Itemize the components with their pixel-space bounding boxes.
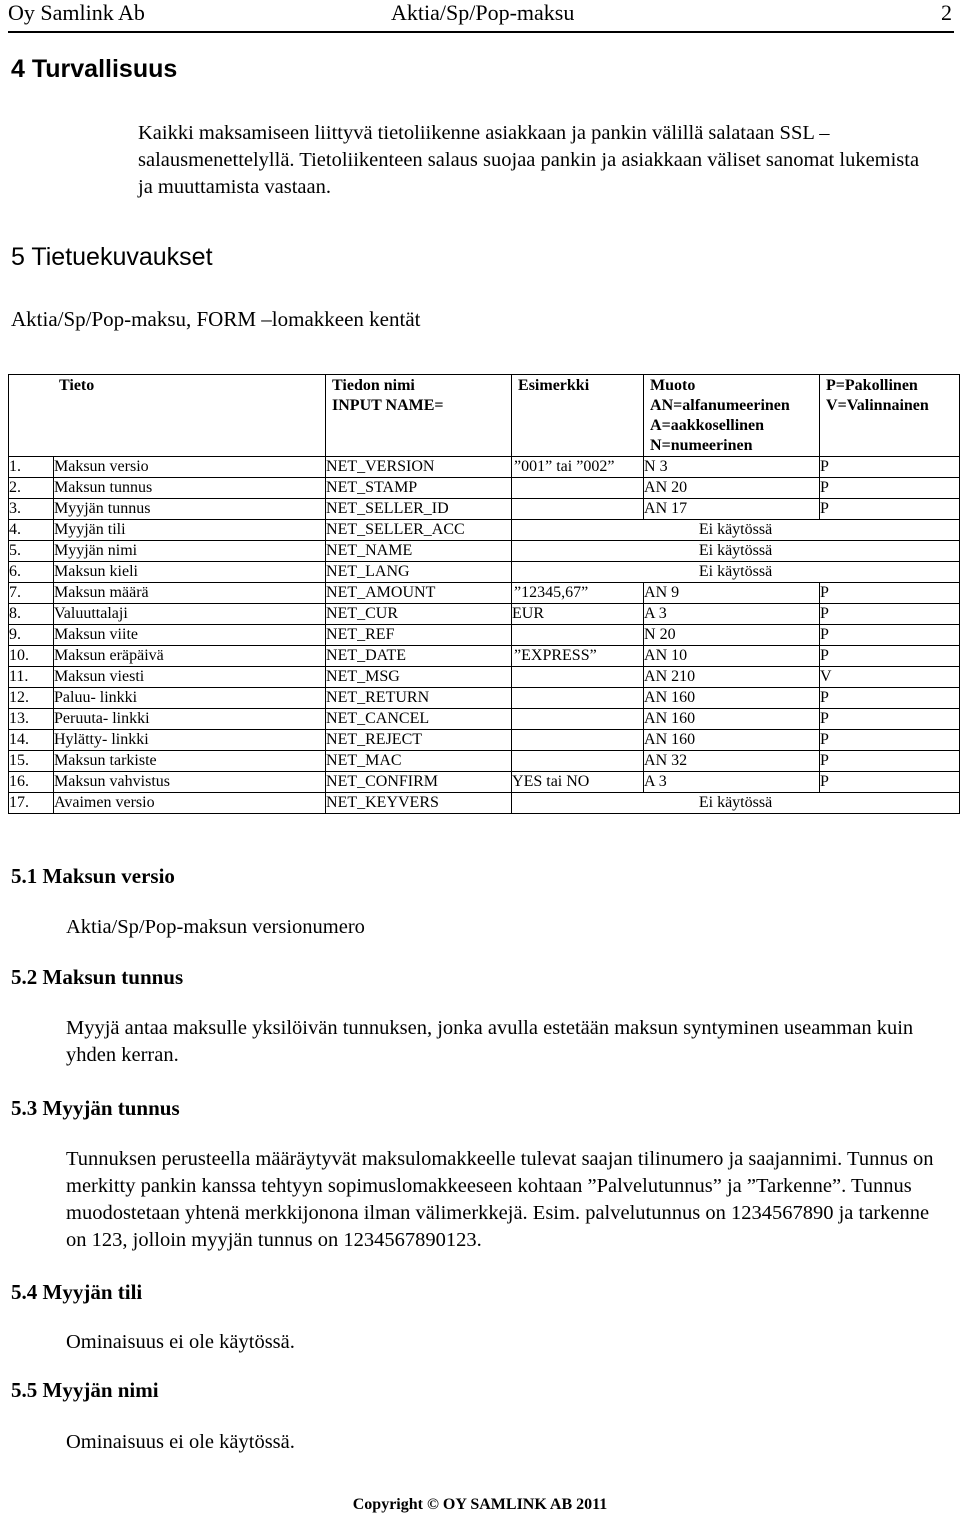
row-example xyxy=(512,478,644,499)
copyright-footer: Copyright © OY SAMLINK AB 2011 xyxy=(352,1496,608,1513)
row-field-label: Maksun eräpäivä xyxy=(54,646,326,667)
row-input-name: NET_KEYVERS xyxy=(326,793,512,814)
table-row xyxy=(9,478,960,499)
row-field-label: Peruuta- linkki xyxy=(54,709,326,730)
row-example xyxy=(512,667,644,688)
row-number: 5. xyxy=(9,541,54,562)
subsection-5-4-text: Ominaisuus ei ole käytössä. xyxy=(66,1331,295,1353)
row-number: 8. xyxy=(9,604,54,625)
row-required: P xyxy=(820,709,960,730)
subsection-5-5-heading: 5.5 Myyjän nimi xyxy=(11,1378,159,1402)
row-required: P xyxy=(820,730,960,751)
row-input-name: NET_MAC xyxy=(326,751,512,772)
row-field-label: Maksun vahvistus xyxy=(54,772,326,793)
row-required: P xyxy=(820,625,960,646)
row-input-name: NET_AMOUNT xyxy=(326,583,512,604)
row-example: EUR xyxy=(512,604,644,625)
row-example xyxy=(512,751,644,772)
row-input-name: NET_DATE xyxy=(326,646,512,667)
row-input-name: NET_CONFIRM xyxy=(326,772,512,793)
row-input-name: NET_SELLER_ACC xyxy=(326,520,512,541)
row-input-name: NET_CUR xyxy=(326,604,512,625)
table-row xyxy=(9,667,960,688)
header-document-title: Aktia/Sp/Pop-maksu xyxy=(391,0,575,25)
subsection-5-1-heading: 5.1 Maksun versio xyxy=(11,864,175,888)
row-number: 13. xyxy=(9,709,54,730)
row-input-name: NET_CANCEL xyxy=(326,709,512,730)
table-row xyxy=(9,688,960,709)
row-input-name: NET_SELLER_ID xyxy=(326,499,512,520)
row-number: 15. xyxy=(9,751,54,772)
row-number: 6. xyxy=(9,562,54,583)
table-row xyxy=(9,499,960,520)
table-caption: Aktia/Sp/Pop-maksu, FORM –lomakkeen kentät xyxy=(11,307,421,331)
row-format: AN 9 xyxy=(644,583,820,604)
row-input-name: NET_VERSION xyxy=(326,457,512,478)
row-field-label: Maksun tunnus xyxy=(54,478,326,499)
row-field-label: Maksun kieli xyxy=(54,562,326,583)
row-number: 11. xyxy=(9,667,54,688)
row-number: 2. xyxy=(9,478,54,499)
row-required: P xyxy=(820,499,960,520)
row-example xyxy=(512,730,644,751)
row-not-in-use: Ei käytössä xyxy=(512,541,960,562)
row-format: AN 32 xyxy=(644,751,820,772)
row-format: AN 10 xyxy=(644,646,820,667)
table-row xyxy=(9,457,960,478)
row-format: AN 160 xyxy=(644,709,820,730)
header-company: Oy Samlink Ab xyxy=(8,0,145,25)
row-format: AN 160 xyxy=(644,730,820,751)
row-required: P xyxy=(820,772,960,793)
row-example: ”001” tai ”002” xyxy=(512,457,644,478)
table-row xyxy=(9,709,960,730)
row-input-name: NET_REF xyxy=(326,625,512,646)
subsection-5-3-heading: 5.3 Myyjän tunnus xyxy=(11,1096,180,1120)
section-4-heading: 4 Turvallisuus xyxy=(11,55,178,83)
row-number: 12. xyxy=(9,688,54,709)
row-format: AN 17 xyxy=(644,499,820,520)
row-format: N 20 xyxy=(644,625,820,646)
row-required: V xyxy=(820,667,960,688)
row-format: AN 210 xyxy=(644,667,820,688)
row-field-label: Valuuttalaji xyxy=(54,604,326,625)
row-number: 10. xyxy=(9,646,54,667)
row-required: P xyxy=(820,751,960,772)
header-muoto: Muoto AN=alfanumeerinen A=aakkosellinen N=numeerinen xyxy=(644,375,820,457)
form-fields-table xyxy=(8,374,960,814)
row-required: P xyxy=(820,457,960,478)
header-page-number: 2 xyxy=(941,0,952,25)
row-required: P xyxy=(820,583,960,604)
header-tieto: Tieto xyxy=(9,375,326,457)
row-field-label: Myyjän nimi xyxy=(54,541,326,562)
row-example xyxy=(512,709,644,730)
subsection-5-1-text: Aktia/Sp/Pop-maksun versionumero xyxy=(66,916,365,938)
row-required: P xyxy=(820,646,960,667)
header-tiedon-nimi: Tiedon nimi INPUT NAME= xyxy=(326,375,512,457)
table-row xyxy=(9,793,960,814)
row-field-label: Maksun määrä xyxy=(54,583,326,604)
subsection-5-2-text: Myyjä antaa maksulle yksilöivän tunnuksen, jonka avulla estetään maksun syntyminen useamman kuin yhden kerran. xyxy=(66,1017,914,1066)
row-input-name: NET_MSG xyxy=(326,667,512,688)
row-field-label: Myyjän tunnus xyxy=(54,499,326,520)
row-format: AN 20 xyxy=(644,478,820,499)
row-not-in-use: Ei käytössä xyxy=(512,793,960,814)
table-row xyxy=(9,772,960,793)
table-row xyxy=(9,751,960,772)
subsection-5-3-text: Tunnuksen perusteella määräytyvät maksulomakkeelle tulevat saajan tilinumero ja saajannimi. Tunnus on merkitty pankin kanssa tehtyyn sopimuslomakkeeseen kohtaan ”Palvelutunnus” ja ”Tarkenne”. Tunnus muodostetaan yhtenä merkkijonona ilman välimerkkejä. Esim. palvelutunnus on 1234567890 ja tarkenne on 123, jolloin myyjän tunnus on 1234567890123. xyxy=(66,1148,934,1251)
header-esimerkki: Esimerkki xyxy=(512,375,644,457)
row-number: 1. xyxy=(9,457,54,478)
table-row xyxy=(9,562,960,583)
row-example: YES tai NO xyxy=(512,772,644,793)
subsection-5-5-text: Ominaisuus ei ole käytössä. xyxy=(66,1431,295,1453)
row-not-in-use: Ei käytössä xyxy=(512,520,960,541)
row-input-name: NET_STAMP xyxy=(326,478,512,499)
table-row xyxy=(9,625,960,646)
row-input-name: NET_REJECT xyxy=(326,730,512,751)
row-input-name: NET_NAME xyxy=(326,541,512,562)
table-row xyxy=(9,646,960,667)
table-row xyxy=(9,583,960,604)
row-field-label: Maksun versio xyxy=(54,457,326,478)
row-field-label: Maksun viite xyxy=(54,625,326,646)
row-number: 14. xyxy=(9,730,54,751)
section-4-text: Kaikki maksamiseen liittyvä tietoliikenne asiakkaan ja pankin välillä salataan SSL – salausmenettelyllä. Tietoliikenteen salaus suojaa pankin ja asiakkaan väliset sanomat lukemista ja muuttamista vastaan. xyxy=(138,122,920,198)
row-number: 7. xyxy=(9,583,54,604)
table-row xyxy=(9,730,960,751)
row-field-label: Myyjän tili xyxy=(54,520,326,541)
row-number: 16. xyxy=(9,772,54,793)
row-field-label: Avaimen versio xyxy=(54,793,326,814)
row-format: AN 160 xyxy=(644,688,820,709)
table-row xyxy=(9,604,960,625)
row-required: P xyxy=(820,688,960,709)
row-example: ”EXPRESS” xyxy=(512,646,644,667)
row-number: 9. xyxy=(9,625,54,646)
row-not-in-use: Ei käytössä xyxy=(512,562,960,583)
header-pakollinen-valinnainen: P=Pakollinen V=Valinnainen xyxy=(820,375,960,457)
row-required: P xyxy=(820,604,960,625)
section-5-heading: 5 Tietuekuvaukset xyxy=(11,243,213,271)
row-number: 4. xyxy=(9,520,54,541)
row-input-name: NET_LANG xyxy=(326,562,512,583)
subsection-5-2-heading: 5.2 Maksun tunnus xyxy=(11,965,184,989)
table-row xyxy=(9,541,960,562)
table-header-row xyxy=(9,375,960,457)
row-example xyxy=(512,688,644,709)
row-input-name: NET_RETURN xyxy=(326,688,512,709)
row-field-label: Hylätty- linkki xyxy=(54,730,326,751)
row-field-label: Maksun tarkiste xyxy=(54,751,326,772)
row-required: P xyxy=(820,478,960,499)
table-body xyxy=(9,457,960,814)
row-example xyxy=(512,625,644,646)
row-format: A 3 xyxy=(644,604,820,625)
row-number: 3. xyxy=(9,499,54,520)
row-field-label: Maksun viesti xyxy=(54,667,326,688)
page-header xyxy=(8,0,954,33)
row-format: A 3 xyxy=(644,772,820,793)
subsection-5-4-heading: 5.4 Myyjän tili xyxy=(11,1280,143,1304)
table-row xyxy=(9,520,960,541)
row-example: ”12345,67” xyxy=(512,583,644,604)
row-example xyxy=(512,499,644,520)
row-format: N 3 xyxy=(644,457,820,478)
row-number: 17. xyxy=(9,793,54,814)
row-field-label: Paluu- linkki xyxy=(54,688,326,709)
